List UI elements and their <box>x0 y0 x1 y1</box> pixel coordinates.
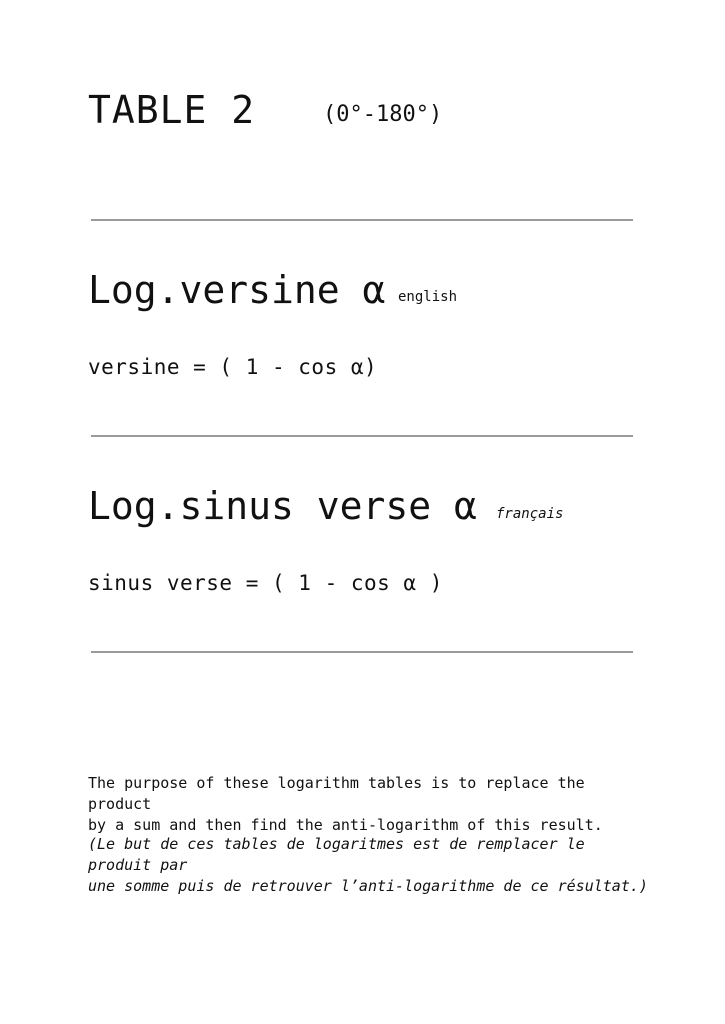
heading-french: Log.sinus verse α <box>88 484 477 528</box>
note-french: (Le but de ces tables de logaritmes est de remplacer le produit par une somme puis de retrouver l’anti-logarithme de ce résultat.) <box>88 835 648 895</box>
angle-range: (0°-180°) <box>323 102 443 127</box>
formula-english: versine = ( 1 - cos α) <box>88 355 378 379</box>
divider-2 <box>91 435 633 437</box>
language-label-french: français <box>496 506 564 522</box>
divider-1 <box>91 219 633 221</box>
heading-english: Log.versine α <box>88 268 386 312</box>
language-label-english: english <box>398 289 458 305</box>
formula-french: sinus verse = ( 1 - cos α ) <box>88 571 443 595</box>
divider-3 <box>91 651 633 653</box>
page-title: TABLE 2 <box>88 88 256 132</box>
note-english: The purpose of these logarithm tables is to replace the product by a sum and then find the anti-logarithm of this result. <box>88 774 603 834</box>
